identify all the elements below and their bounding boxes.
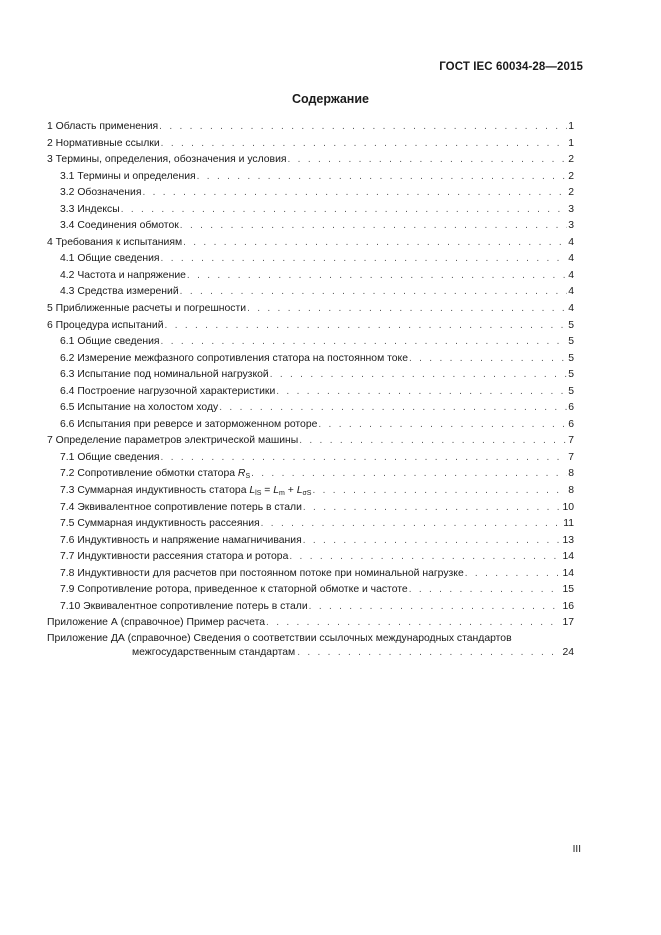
toc-item-page: 3 xyxy=(568,203,574,215)
formula-plus: + xyxy=(284,485,297,497)
toc-item-page: 5 xyxy=(568,369,574,381)
page-number: III xyxy=(572,844,581,855)
dot-leader xyxy=(247,301,567,318)
toc-item-page: 3 xyxy=(568,220,574,232)
toc-item-page: 6 xyxy=(568,418,574,430)
toc-item-label: 4.2 Частота и напряжение xyxy=(60,269,186,281)
dot-leader xyxy=(121,202,568,219)
toc-item[interactable] xyxy=(47,235,574,252)
toc-item[interactable] xyxy=(47,516,574,533)
toc-item[interactable] xyxy=(47,566,574,583)
toc-item-page: 4 xyxy=(568,236,574,248)
toc-item-label: 7.8 Индуктивности для расчетов при постоянном потоке при номинальной нагрузке xyxy=(60,567,464,579)
toc-item[interactable] xyxy=(47,268,574,285)
toc-item[interactable] xyxy=(47,466,574,483)
toc-item[interactable] xyxy=(47,334,574,351)
toc-item-page: 7 xyxy=(568,435,574,447)
toc-item-page: 2 xyxy=(568,170,574,182)
toc-item[interactable] xyxy=(47,218,574,235)
toc-item[interactable] xyxy=(47,119,574,136)
toc-item[interactable] xyxy=(47,615,574,632)
toc-item-label: 7 Определение параметров электрической машины xyxy=(47,435,299,447)
toc-item[interactable] xyxy=(47,301,574,318)
dot-leader xyxy=(299,433,567,450)
formula-symbol: L xyxy=(249,485,256,497)
toc-list xyxy=(47,119,574,632)
formula-symbol: L xyxy=(296,485,303,497)
dot-leader xyxy=(270,367,568,384)
toc-item[interactable] xyxy=(47,533,574,550)
dot-leader xyxy=(303,533,562,550)
toc-item-label: 7.9 Сопротивление ротора, приведенное к статорной обмотке и частоте xyxy=(60,584,408,596)
toc-item-page: 14 xyxy=(562,551,574,563)
toc-item[interactable] xyxy=(47,599,574,616)
toc-item-label: 6.2 Измерение межфазного сопротивления статора на постоянном токе xyxy=(60,352,408,364)
toc-item[interactable] xyxy=(47,136,574,153)
dot-leader xyxy=(159,119,567,136)
toc-item-page: 8 xyxy=(568,468,574,480)
toc-item[interactable] xyxy=(47,351,574,368)
toc-item-label: 3.1 Термины и определения xyxy=(60,170,196,182)
toc-item-label: 7.2 Сопротивление обмотки статора xyxy=(60,468,236,480)
dot-leader xyxy=(161,450,568,467)
toc-item[interactable] xyxy=(47,202,574,219)
dot-leader xyxy=(465,566,562,583)
formula-sub: lS xyxy=(255,490,262,498)
toc-item-label: 7.10 Эквивалентное сопротивление потерь в стали xyxy=(60,600,308,612)
formula-eq: = xyxy=(261,485,274,497)
toc-item-page: 24 xyxy=(562,647,574,659)
dot-leader xyxy=(161,334,568,351)
toc-item-page: 14 xyxy=(562,567,574,579)
dot-leader xyxy=(180,218,567,235)
toc-item[interactable] xyxy=(47,367,574,384)
toc-item-page: 1 xyxy=(568,137,574,149)
toc-item-label: Приложение А (справочное) Пример расчета xyxy=(47,617,266,629)
toc-item[interactable] xyxy=(47,169,574,186)
toc-item-label: 7.6 Индуктивность и напряжение намагничивания xyxy=(60,534,302,546)
toc-item[interactable] xyxy=(47,433,574,450)
toc-item-label: 6.3 Испытание под номинальной нагрузкой xyxy=(60,369,269,381)
dot-leader xyxy=(197,169,568,186)
toc-item-label: 6 Процедура испытаний xyxy=(47,319,164,331)
dot-leader xyxy=(266,615,561,632)
toc-item-page: 2 xyxy=(568,154,574,166)
toc-item-label: 3 Термины, определения, обозначения и условия xyxy=(47,154,287,166)
toc-item[interactable] xyxy=(47,500,574,517)
toc-item-page: 4 xyxy=(568,286,574,298)
dot-leader xyxy=(219,400,567,417)
dot-leader xyxy=(303,500,562,517)
toc-item-page: 10 xyxy=(562,501,574,513)
toc-item-label: 7.4 Эквивалентное сопротивление потерь в стали xyxy=(60,501,302,513)
toc-item-label: 6.5 Испытание на холостом ходу xyxy=(60,402,219,414)
dot-leader xyxy=(261,516,563,533)
toc-item-appendix-da[interactable] xyxy=(47,632,574,661)
table-of-contents xyxy=(47,119,574,661)
toc-item-label-continued: межгосударственным стандартам xyxy=(132,647,296,659)
toc-item-label: 1 Область применения xyxy=(47,121,159,132)
toc-item-label: 6.4 Построение нагрузочной характеристики xyxy=(60,385,276,397)
toc-item[interactable] xyxy=(47,400,574,417)
toc-item[interactable] xyxy=(47,582,574,599)
dot-leader xyxy=(288,152,568,169)
toc-item-label: 3.3 Индексы xyxy=(60,203,120,215)
dot-leader xyxy=(297,646,560,661)
toc-item[interactable] xyxy=(47,185,574,202)
formula-sub: m xyxy=(279,490,285,498)
dot-leader xyxy=(165,318,568,335)
dot-leader xyxy=(161,251,568,268)
dot-leader xyxy=(289,549,561,566)
toc-item-page: 6 xyxy=(568,402,574,414)
dot-leader xyxy=(312,483,567,500)
toc-item[interactable] xyxy=(47,549,574,566)
formula xyxy=(246,483,311,500)
toc-item-label: 6.1 Общие сведения xyxy=(60,336,160,348)
toc-item-page: 5 xyxy=(568,336,574,348)
toc-item-label: 4.1 Общие сведения xyxy=(60,253,160,265)
toc-item-page: 8 xyxy=(568,485,574,497)
toc-item-label: 7.5 Суммарная индуктивность рассеяния xyxy=(60,518,260,530)
dot-leader xyxy=(318,417,567,434)
toc-item-label: 7.1 Общие сведения xyxy=(60,451,160,463)
dot-leader xyxy=(309,599,562,616)
formula-symbol: R xyxy=(237,468,246,480)
formula xyxy=(235,466,250,483)
toc-title: Содержание xyxy=(291,92,369,106)
toc-item-continuation xyxy=(47,646,574,661)
toc-item-page: 5 xyxy=(568,385,574,397)
toc-item[interactable] xyxy=(47,251,574,268)
dot-leader xyxy=(409,582,562,599)
toc-item[interactable] xyxy=(47,384,574,401)
toc-item-page: 15 xyxy=(562,584,574,596)
dot-leader xyxy=(161,136,568,153)
formula-sub: σS xyxy=(302,490,312,498)
toc-item-page: 2 xyxy=(568,187,574,199)
toc-item[interactable] xyxy=(47,483,574,500)
dot-leader xyxy=(409,351,567,368)
dot-leader xyxy=(276,384,567,401)
toc-item-label: 4.3 Средства измерений xyxy=(60,286,179,298)
formula-symbol: L xyxy=(273,485,280,497)
dot-leader xyxy=(251,466,567,483)
toc-item[interactable] xyxy=(47,417,574,434)
toc-item-label: 3.4 Соединения обмоток xyxy=(60,220,179,232)
toc-item-page: 5 xyxy=(568,319,574,331)
toc-item-page: 7 xyxy=(568,451,574,463)
dot-leader xyxy=(183,235,567,252)
toc-item-page: 13 xyxy=(562,534,574,546)
toc-item[interactable] xyxy=(47,450,574,467)
toc-item[interactable] xyxy=(47,152,574,169)
toc-item-page: 17 xyxy=(562,617,574,629)
toc-item-label: 5 Приближенные расчеты и погрешности xyxy=(47,303,247,315)
dot-leader xyxy=(180,284,568,301)
toc-item-page: 4 xyxy=(568,303,574,315)
toc-item-page: 11 xyxy=(563,518,574,530)
dot-leader xyxy=(142,185,567,202)
toc-item-label: 2 Нормативные ссылки xyxy=(47,137,160,149)
document-code: ГОСТ IEC 60034-28—2015 xyxy=(439,61,583,73)
toc-item-label: 3.2 Обозначения xyxy=(60,187,142,199)
toc-item-page: 4 xyxy=(568,253,574,265)
toc-item[interactable] xyxy=(47,284,574,301)
dot-leader xyxy=(187,268,567,285)
toc-item-label: 7.7 Индуктивности рассеяния статора и ротора xyxy=(60,551,289,563)
toc-item[interactable] xyxy=(47,318,574,335)
toc-item-label: 7.3 Суммарная индуктивность статора xyxy=(60,485,247,497)
toc-item-page: 1 xyxy=(568,121,574,132)
toc-item-label: 4 Требования к испытаниям xyxy=(47,236,183,248)
toc-item-page: 16 xyxy=(562,600,574,612)
toc-item-page: 5 xyxy=(568,352,574,364)
toc-item-label: Приложение ДА (справочное) Сведения о соответствии ссылочных международных стандартов xyxy=(47,632,512,644)
formula-sub: S xyxy=(245,473,251,481)
toc-item-page: 4 xyxy=(568,269,574,281)
toc-item-label: 6.6 Испытания при реверсе и заторможенном роторе xyxy=(60,418,318,430)
